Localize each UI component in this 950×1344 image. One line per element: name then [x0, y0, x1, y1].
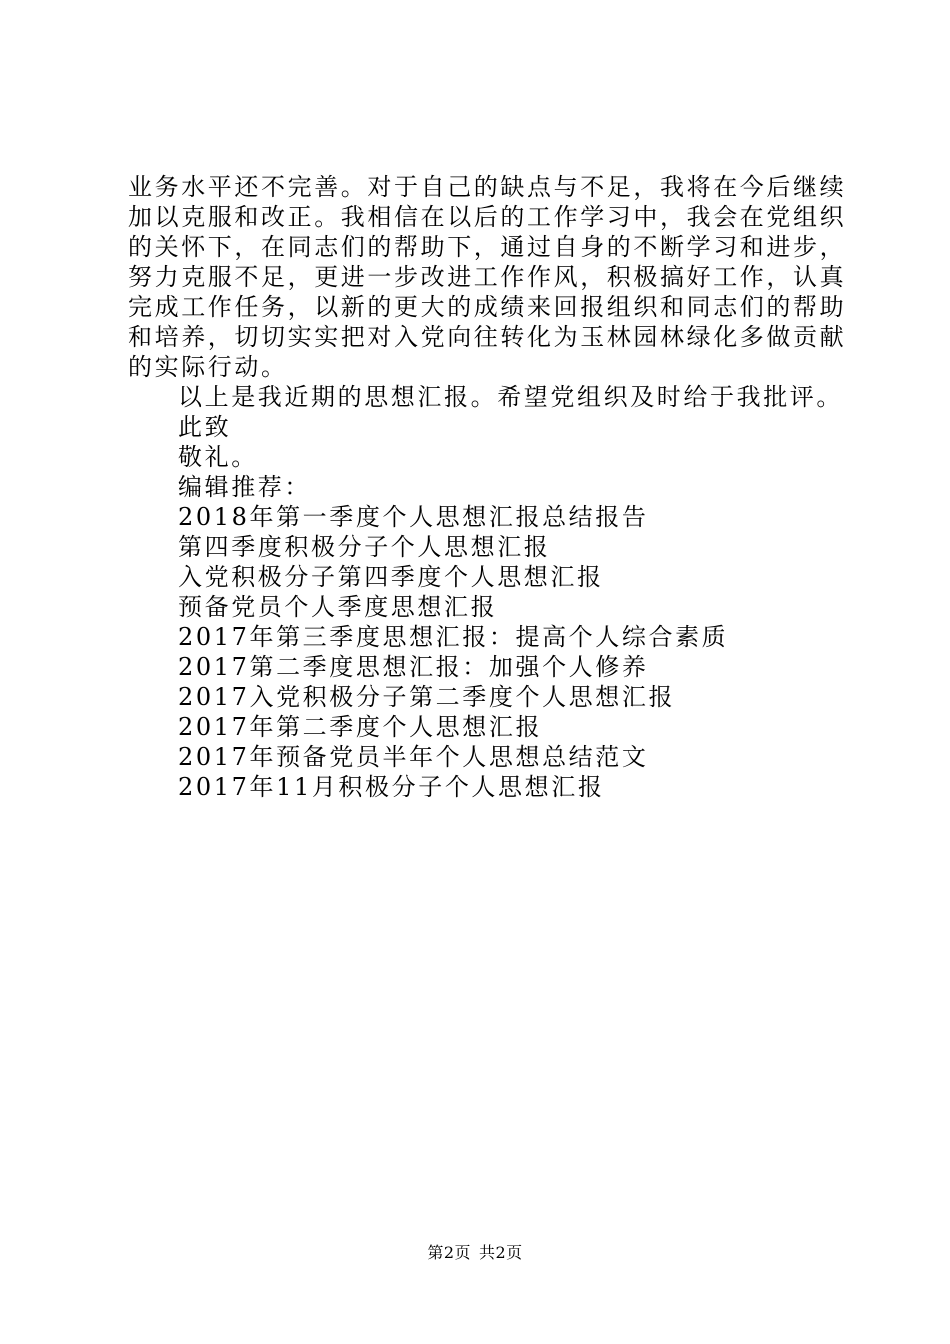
recommendation-link[interactable]: 2017年预备党员半年个人思想总结范文	[178, 743, 649, 771]
recommendation-link[interactable]: 2018年第一季度个人思想汇报总结报告	[178, 503, 649, 531]
recommendation-link[interactable]: 2017第二季度思想汇报：加强个人修养	[178, 653, 649, 681]
page-footer	[0, 1243, 950, 1263]
paragraph-line: 完成工作任务，以新的更大的成绩来回报组织和同志们的帮助	[128, 293, 847, 321]
page-number: 第2页	[427, 1243, 471, 1262]
paragraph-line: 的关怀下，在同志们的帮助下，通过自身的不断学习和进步，	[128, 233, 847, 261]
recommendation-link[interactable]: 2017年11月积极分子个人思想汇报	[178, 773, 605, 801]
closing-summary: 以上是我近期的思想汇报。希望党组织及时给于我批评。	[178, 383, 843, 411]
salutation-line-2: 敬礼。	[178, 443, 258, 471]
recommendation-link[interactable]: 预备党员个人季度思想汇报	[178, 593, 498, 621]
paragraph-line: 业务水平还不完善。对于自己的缺点与不足，我将在今后继续	[128, 173, 847, 201]
paragraph-line: 加以克服和改正。我相信在以后的工作学习中，我会在党组织	[128, 203, 847, 231]
page-total: 共2页	[479, 1243, 523, 1262]
salutation-line-1: 此致	[178, 413, 232, 441]
recommendation-link[interactable]: 2017年第二季度个人思想汇报	[178, 713, 543, 741]
document-body	[128, 172, 847, 802]
recommendation-link[interactable]: 第四季度积极分子个人思想汇报	[178, 533, 551, 561]
paragraph-line: 的实际行动。	[128, 353, 288, 381]
recommendation-link[interactable]: 2017年第三季度思想汇报：提高个人综合素质	[178, 623, 729, 651]
paragraph-line: 努力克服不足，更进一步改进工作作风，积极搞好工作，认真	[128, 263, 847, 291]
recommendations-heading: 编辑推荐：	[178, 473, 311, 501]
recommendation-link[interactable]: 2017入党积极分子第二季度个人思想汇报	[178, 683, 676, 711]
recommendation-link[interactable]: 入党积极分子第四季度个人思想汇报	[178, 563, 604, 591]
paragraph-line: 和培养，切切实实把对入党向往转化为玉林园林绿化多做贡献	[128, 323, 847, 351]
